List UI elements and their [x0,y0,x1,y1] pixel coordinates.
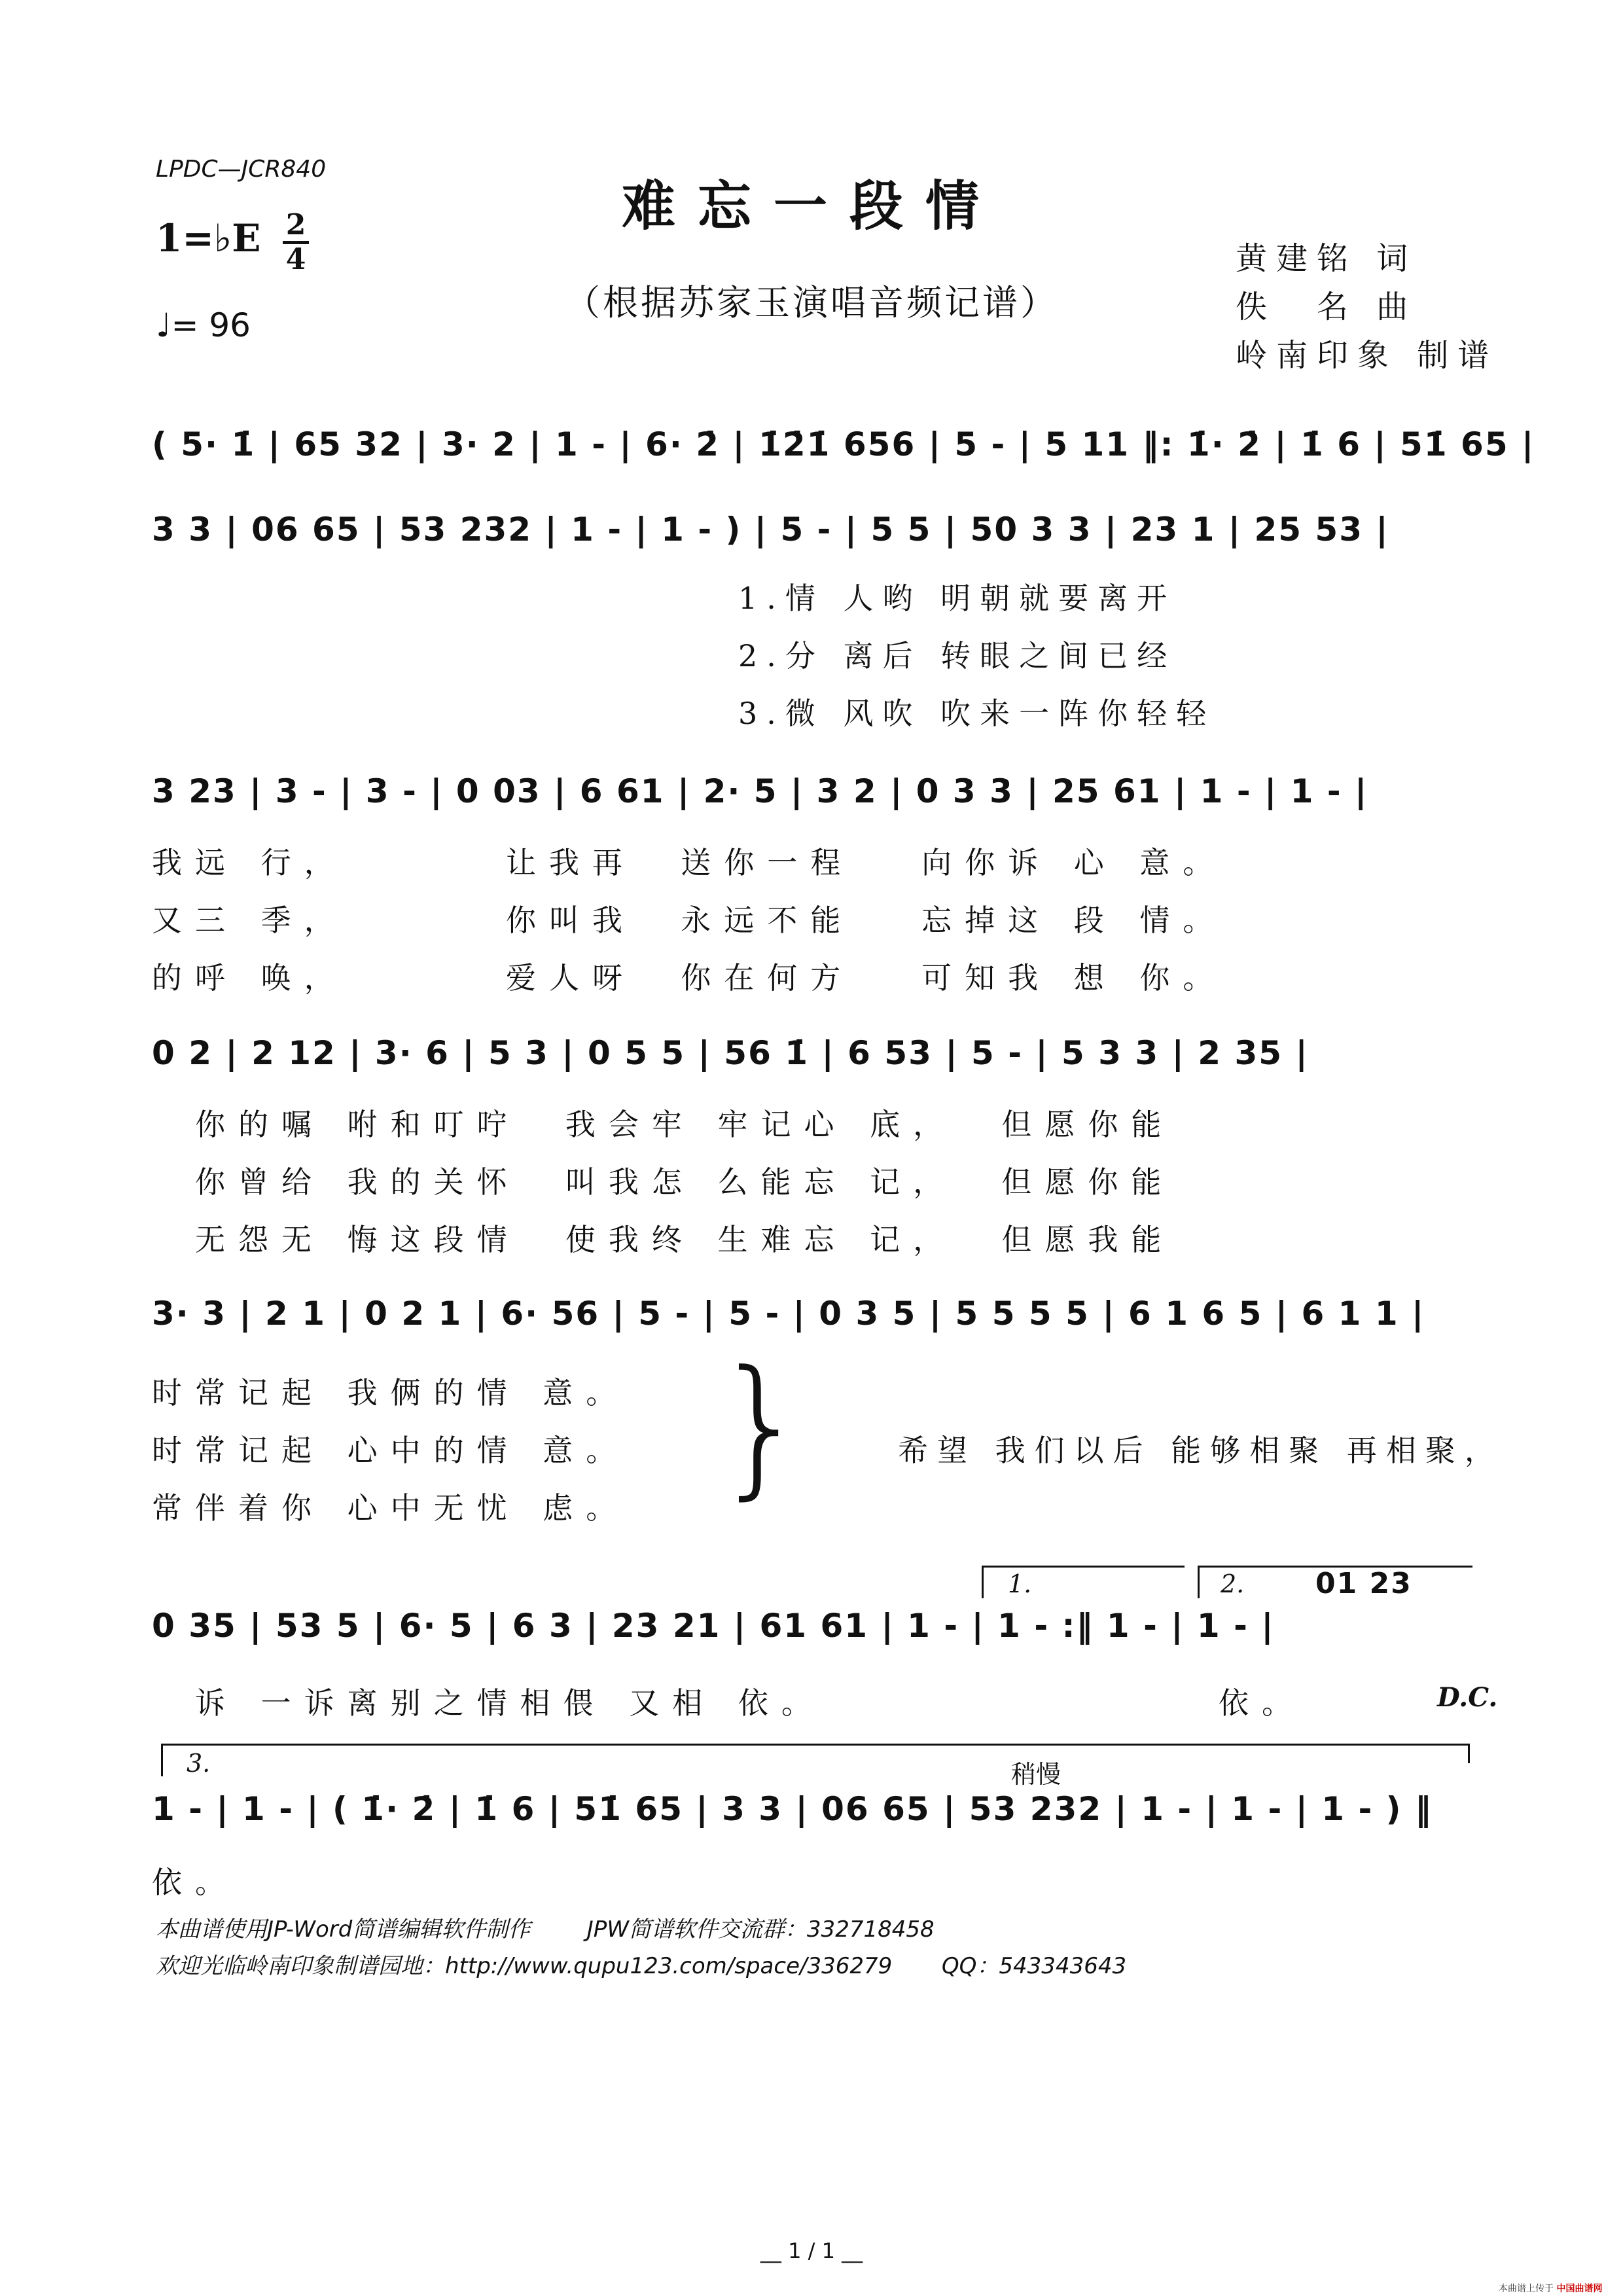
site-logo-text: 本曲谱上传于 [1499,2284,1554,2294]
lyric-row-6: 诉 一诉离别之情相偎 又相 依。 [195,1685,825,1721]
time-signature-bottom: 4 [285,243,306,276]
site-logo [1499,2282,1602,2295]
volta-2-pickup: 01 23 [1315,1567,1412,1600]
composer-credit: 佚 名 曲 [1236,289,1418,325]
arranger-credit: 岭南印象 制谱 [1236,337,1499,374]
score-code: LPDC—JCR840 [156,156,327,183]
volta-1-bracket [982,1566,1185,1568]
volta-3-bracket [161,1744,1470,1746]
notation-row-3: 3 23 | 3 - | 3 - | 0 03 | 6 61 | 2· 5 | 3 2 | 0 3 3 | 25 61 | 1 - | 1 - | [152,772,1368,810]
key-signature: 1=♭E [156,216,261,260]
lyric-row-5-verse-1: 时常记起 我俩的情 意。 [152,1375,630,1410]
volta-1-label: 1. [1008,1570,1032,1598]
page-number: __ 1 / 1 __ [760,2238,863,2263]
lyric-row-5-verse-3: 常伴着你 心中无忧 虑。 [152,1490,630,1526]
notation-row-5: 3· 3 | 2 1 | 0 2 1 | 6· 56 | 5 - | 5 - | 0 3 5 | 5 5 5 5 | 6 1 6 5 | 6 1 1 | [152,1295,1425,1333]
volta-3-bracket-right [1468,1744,1470,1763]
site-logo-brand: 中国曲谱网 [1556,2284,1603,2294]
lyric-row-3-verse-3: 的呼 唤， 爱人呀 你在何方 可知我 想 你。 [152,960,1226,996]
notation-row-6: 0 35 | 53 5 | 6· 5 | 6 3 | 23 21 | 61 61 | 1 - | 1 - :‖ 1 - | 1 - | [152,1607,1275,1645]
time-signature [283,208,309,276]
lyric-row-7: 依。 [152,1865,238,1900]
volta-3-label: 3. [187,1749,211,1778]
volta-3-bracket-left [161,1744,163,1776]
volta-1-bracket-left [982,1566,984,1598]
slower-marking: 稍慢 [1011,1760,1061,1789]
lyric-row-3-verse-1: 我远 行， 让我再 送你一程 向你诉 心 意。 [152,845,1226,880]
lyric-row-5-verse-2: 时常记起 心中的情 意。 [152,1433,630,1468]
volta-2-label: 2. [1221,1570,1245,1598]
lyric-row-6-ending-2: 依。 [1219,1685,1305,1721]
song-title: 难忘一段情 [621,175,1001,238]
time-signature-top: 2 [285,208,306,242]
dc-marking: D.C. [1437,1682,1498,1713]
lyric-row-3-verse-2: 又三 季， 你叫我 永远不能 忘掉这 段 情。 [152,903,1226,938]
notation-row-2: 3 3 | 06 65 | 53 232 | 1 - | 1 - ) | 5 - | 5 5 | 50 3 3 | 23 1 | 25 53 | [152,511,1389,548]
credits [1236,234,1498,380]
lyric-row-5-chorus: 希望 我们以后 能够相聚 再相聚， [898,1433,1504,1468]
footer-line-2: 欢迎光临岭南印象制谱园地：http://www.qupu123.com/space/336279 QQ：543343643 [156,1953,1127,1979]
notation-row-4: 0 2 | 2 12 | 3· 6 | 5 3 | 0 5 5 | 56 1̇ | 6 53 | 5 - | 5 3 3 | 2 35 | [152,1034,1309,1072]
lyricist-credit: 黄建铭 词 [1236,240,1418,277]
lyric-row-4-verse-3: 无怨无 悔这段情 使我终 生难忘 记， 但愿我能 [195,1222,1175,1257]
notation-row-1: ( 5· 1̇ | 65 32 | 3· 2 | 1 - | 6· 2̇ | 1̇2̇1̇ 656 | 5 - | 5 11 ‖: 1̇· 2̇ | 1̇ 6 | 51̇ 65 | [152,425,1535,463]
lyric-row-4-verse-2: 你曾给 我的关怀 叫我怎 么能忘 记， 但愿你能 [195,1164,1175,1200]
verse-brace: } [713,1339,810,1514]
tempo-marking: ♩= 96 [156,306,251,344]
song-subtitle: （根据苏家玉演唱音频记谱） [565,282,1058,323]
lyric-row-2-verse-1: 1.情 人哟 明朝就要离开 [738,581,1177,616]
lyric-row-2-verse-2: 2.分 离后 转眼之间已经 [738,638,1177,673]
volta-2-bracket-left [1198,1566,1200,1598]
footer-line-1: 本曲谱使用JP-Word简谱编辑软件制作 JPW简谱软件交流群：332718458 [156,1916,935,1943]
lyric-row-2-verse-3: 3.微 风吹 吹来一阵你轻轻 [738,696,1216,731]
lyric-row-4-verse-1: 你的嘱 咐和叮咛 我会牢 牢记心 底， 但愿你能 [195,1107,1175,1142]
notation-row-7: 1 - | 1 - | ( 1̇· 2̇ | 1̇ 6 | 51̇ 65 | 3 3 | 06 65 | 53 232 | 1 - | 1 - | 1 - ) ‖ [152,1790,1433,1828]
